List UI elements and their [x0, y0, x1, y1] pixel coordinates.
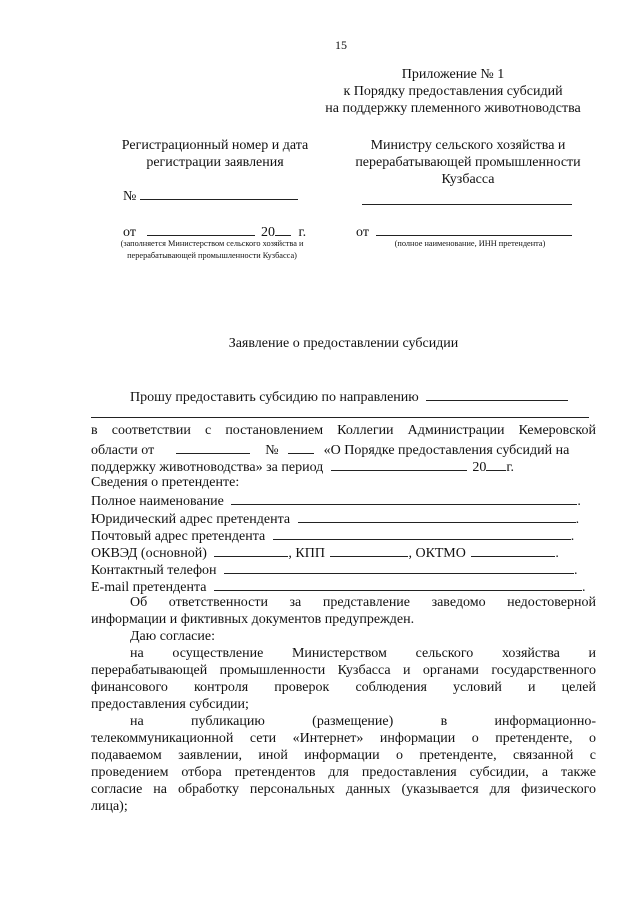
- date-year-prefix: 20: [260, 225, 275, 240]
- registration-caption-line-2: регистрации заявления: [146, 155, 284, 170]
- registration-number-blank[interactable]: [140, 186, 298, 200]
- consent-2-line-5: согласие на обработку персональных данных (указывается для физического: [91, 782, 596, 797]
- okved-blank[interactable]: [214, 543, 288, 557]
- addressee-line-2: перерабатывающей промышленности: [355, 155, 581, 170]
- responsibility-line-2: информации и фиктивных документов предупрежден.: [91, 612, 415, 627]
- kpp-blank[interactable]: [330, 543, 408, 557]
- resp-word-2: ответственности: [168, 595, 268, 610]
- c1-word-1: на: [130, 646, 144, 661]
- c1-word-5: хозяйства: [501, 646, 560, 661]
- resolution-title: «О Порядке предоставления субсидий на: [323, 443, 570, 458]
- legal-address-blank[interactable]: [298, 509, 576, 523]
- c2-word-1: на: [130, 714, 144, 729]
- appendix-line-3: на поддержку племенного животноводства: [325, 101, 581, 116]
- period-year-suffix: г.: [506, 460, 514, 475]
- consent-1-line-1: [130, 645, 596, 662]
- consent-1-line-4: предоставления субсидии;: [91, 697, 249, 712]
- full-name-label: Полное наименование: [91, 494, 224, 509]
- registration-number-field[interactable]: [123, 186, 298, 205]
- email-label: E-mail претендента: [91, 580, 207, 595]
- oktmo-blank[interactable]: [471, 543, 555, 557]
- period-label: поддержку животноводства» за период: [91, 460, 324, 475]
- c2-word-4: в: [440, 714, 448, 729]
- c1l3-word-2: контроля: [194, 680, 249, 695]
- registration-caption-line-1: Регистрационный номер и дата: [121, 138, 309, 153]
- email-row: E-mail претендента .: [91, 577, 585, 596]
- consent-header: Даю согласие:: [130, 629, 215, 644]
- legal-address-row: Юридический адрес претендента .: [91, 509, 579, 528]
- c1-word-6: и: [588, 646, 597, 661]
- okved-label: ОКВЭД (основной): [91, 546, 207, 561]
- postal-address-row: Почтовый адрес претендента .: [91, 526, 574, 545]
- resp-word-6: недостоверной: [507, 595, 597, 610]
- addressee-blank-line[interactable]: [362, 204, 572, 205]
- consent-2-line-1: [130, 713, 596, 730]
- date-year-suffix: г.: [298, 225, 307, 240]
- codes-row: ОКВЭД (основной) , КПП , ОКТМО .: [91, 543, 559, 562]
- full-name-blank[interactable]: [231, 491, 577, 505]
- addressee: [340, 137, 596, 188]
- appendix-title: [300, 66, 606, 117]
- applicant-name-blank[interactable]: [376, 222, 572, 236]
- consent-1-line-2: перерабатывающей промышленности Кузбасса и органами государственного: [91, 663, 596, 678]
- direction-blank[interactable]: [426, 387, 568, 401]
- direction-continuation-line[interactable]: [91, 417, 589, 418]
- c1-word-4: сельского: [415, 646, 474, 661]
- appendix-line-1: Приложение № 1: [401, 67, 505, 82]
- applicant-from-label: от: [356, 225, 369, 240]
- phone-label: Контактный телефон: [91, 563, 217, 578]
- postal-address-label: Почтовый адрес претендента: [91, 529, 266, 544]
- postal-address-blank[interactable]: [273, 526, 571, 540]
- request-line: [130, 387, 568, 406]
- c1l3-word-7: целей: [561, 680, 596, 695]
- page-number: 15: [335, 38, 347, 52]
- addressee-line-1: Министру сельского хозяйства и: [370, 138, 566, 153]
- c1l3-word-4: соблюдения: [355, 680, 427, 695]
- kpp-label: , КПП: [288, 546, 325, 561]
- appendix-line-2: к Порядку предоставления субсидий: [343, 84, 563, 99]
- legal-address-label: Юридический адрес претендента: [91, 512, 291, 527]
- consent-2-line-4: проведением отбора претендентов для предоставления субсидии, а также: [91, 765, 596, 780]
- applicant-note: (полное наименование, ИНН претендента): [394, 239, 546, 248]
- c1l3-word-6: и: [527, 680, 536, 695]
- date-year-blank[interactable]: [275, 222, 291, 236]
- email-blank[interactable]: [214, 577, 582, 591]
- resolution-number-blank[interactable]: [288, 440, 314, 454]
- resolution-line-1: в соответствии с постановлением Коллегии Администрации Кемеровской: [91, 423, 596, 438]
- registration-note: [82, 238, 342, 262]
- c2-word-2: публикацию: [191, 714, 265, 729]
- period-blank[interactable]: [331, 457, 467, 471]
- resp-word-4: представление: [322, 595, 411, 610]
- full-name-row: Полное наименование .: [91, 491, 581, 510]
- c1-word-3: Министерством: [291, 646, 387, 661]
- registration-caption: [95, 137, 335, 171]
- consent-2-line-2: телекоммуникационной сети «Интернет» информации о претенденте, о: [91, 731, 596, 746]
- resolution-area-text: области от: [91, 443, 155, 458]
- c2-word-3: (размещение): [312, 714, 394, 729]
- c1l3-word-1: финансового: [91, 680, 168, 695]
- c1l3-word-5: условий: [453, 680, 502, 695]
- registration-note-line-2: перерабатывающей промышленности Кузбасса): [127, 251, 297, 260]
- number-sign: №: [123, 189, 137, 204]
- consent-1-line-3: [91, 679, 596, 696]
- period-year-prefix: 20: [472, 460, 487, 475]
- date-from-label: от: [123, 225, 136, 240]
- document-title: Заявление о предоставлении субсидии: [228, 336, 459, 351]
- info-header: Сведения о претенденте:: [91, 475, 240, 490]
- request-text: Прошу предоставить субсидию по направлению: [130, 390, 419, 405]
- resolution-date-blank[interactable]: [176, 440, 250, 454]
- oktmo-label: , ОКТМО: [408, 546, 466, 561]
- resp-word-5: заведомо: [431, 595, 486, 610]
- date-day-month-blank[interactable]: [147, 222, 255, 236]
- c1l3-word-3: проверок: [274, 680, 330, 695]
- resp-word-3: за: [289, 595, 302, 610]
- c1-word-2: осуществление: [172, 646, 264, 661]
- responsibility-line-1: [130, 594, 596, 611]
- period-year-blank[interactable]: [486, 457, 506, 471]
- c2-word-5: информационно-: [494, 714, 596, 729]
- phone-blank[interactable]: [224, 560, 574, 574]
- consent-2-line-6: лица);: [91, 799, 128, 814]
- resp-word-1: Об: [130, 595, 148, 610]
- addressee-line-3: Кузбасса: [441, 172, 495, 187]
- consent-2-line-3: подаваемом заявлении, иной информации о претенденте, связанной с: [91, 748, 596, 763]
- phone-row: Контактный телефон .: [91, 560, 578, 579]
- resolution-number-sign: №: [265, 443, 279, 458]
- registration-note-line-1: (заполняется Министерством сельского хозяйства и: [120, 239, 304, 248]
